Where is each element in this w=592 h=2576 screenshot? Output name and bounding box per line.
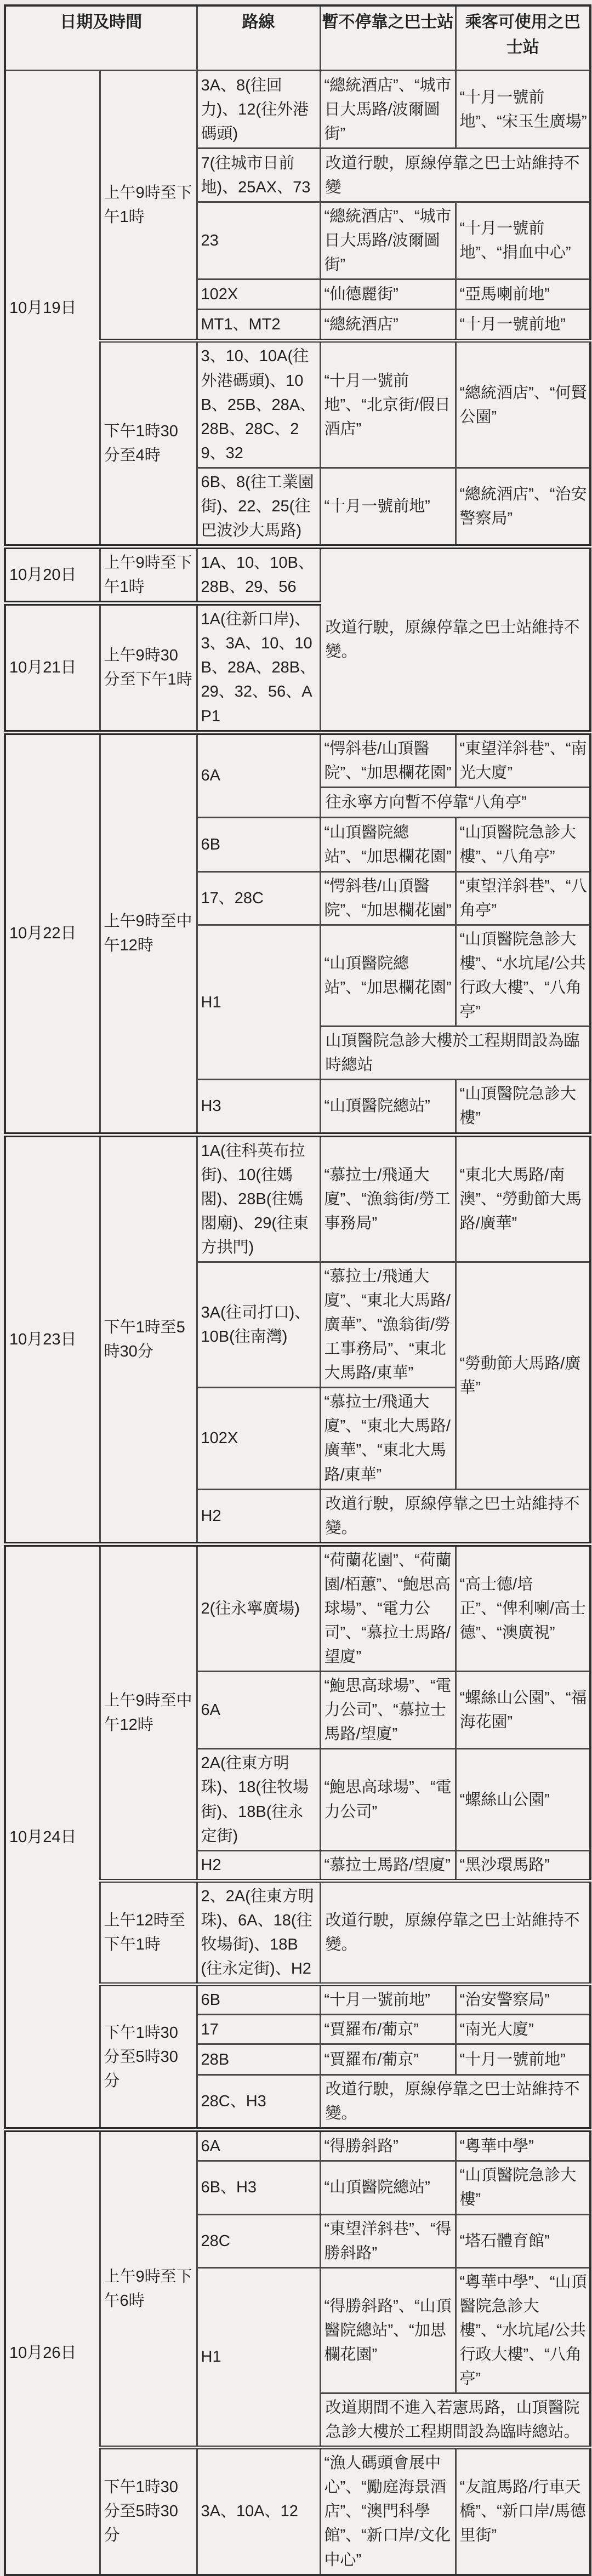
available-stops-cell: “總統酒店”、“治安警察局” (456, 468, 590, 546)
available-stops-cell: “東北大馬路/南澳”、“勞動節大馬路/廣華” (456, 1135, 590, 1262)
route-cell: 28B (197, 2044, 320, 2075)
suspended-stops-cell: “得勝斜路”、“山頂醫院總站”、“加思欄花園” (320, 2267, 456, 2393)
route-cell: 23 (197, 202, 320, 280)
time-cell: 下午1時至5時30分 (100, 1135, 197, 1544)
route-cell: 102X (197, 1388, 320, 1489)
table-header-row (5, 5, 590, 71)
date-cell: 10月24日 (5, 1544, 100, 2130)
route-cell: 7(往城市日前地)、25AX、73 (197, 149, 320, 202)
available-stops-cell: “南光大廈” (456, 2015, 590, 2044)
suspended-stops-cell: “山頂醫院總站” (320, 2161, 456, 2214)
time-cell: 上午12時至下午1時 (100, 1880, 197, 1984)
available-stops-cell: “螺絲山公園” (456, 1749, 590, 1850)
table-row (5, 1135, 590, 1262)
table-row (5, 732, 590, 787)
route-cell: 6A (197, 1672, 320, 1749)
route-cell: 6B、8(往工業園街)、22、25(往巴波沙大馬路) (197, 468, 320, 546)
suspended-stops-cell: “十月一號前地”、“北京街/假日酒店” (320, 341, 456, 468)
available-stops-cell: “勞動節大馬路/廣華” (456, 1262, 590, 1489)
table-row (5, 547, 590, 603)
suspended-stops-cell: “荷蘭花園”、“荷蘭園/栢蕙”、“鮑思高球場”、“電力公司”、“慕拉士馬路/望廈” (320, 1544, 456, 1671)
suspended-stops-cell: “慕拉士馬路/望廈” (320, 1850, 456, 1880)
bus-diversion-table (4, 4, 591, 2576)
time-cell: 上午9時至下午1時 (100, 547, 197, 603)
available-stops-cell: “高士德/培正”、“俾利喇/高士德”、“澳廣視” (456, 1544, 590, 1671)
note-cell: 改道行駛，原線停靠之巴士站維持不變。 (320, 1489, 590, 1544)
available-stops-cell: “山頂醫院急診大樓” (456, 1080, 590, 1135)
suspended-stops-cell: “總統酒店”、“城市日大馬路/波爾圖街” (320, 71, 456, 149)
route-cell: 2A(往東方明珠)、18(往牧場街)、18B(往永定街) (197, 1749, 320, 1850)
suspended-stops-cell: “總統酒店” (320, 310, 456, 341)
time-cell: 上午9時至中午12時 (100, 732, 197, 1135)
route-cell: H2 (197, 1489, 320, 1544)
header-route: 路線 (197, 5, 320, 71)
route-cell: 2、2A(往東方明珠)、6A、18(往牧場街)、18B(往永定街)、H2 (197, 1880, 320, 1984)
route-cell: MT1、MT2 (197, 310, 320, 341)
header-date-time: 日期及時間 (5, 5, 197, 71)
note-cell: 往永寧方向暫不停靠“八角亭” (320, 787, 590, 817)
suspended-stops-cell: “仙德麗街” (320, 280, 456, 310)
suspended-stops-cell: “總統酒店”、“城市日大馬路/波爾圖街” (320, 202, 456, 280)
available-stops-cell: “山頂醫院急診大樓”、“八角亭” (456, 817, 590, 871)
time-cell: 上午9時至中午12時 (100, 1544, 197, 1880)
table-row (5, 2130, 590, 2161)
available-stops-cell: “友誼馬路/行車天橋”、“新口岸/馬德里街” (456, 2448, 590, 2575)
suspended-stops-cell: “愕斜巷/山頂醫院”、“加思欄花園” (320, 732, 456, 787)
suspended-stops-cell: “慕拉士/飛通大廈”、“東北大馬路/廣華”、“漁翁街/勞工事務局”、“東北大馬路/東華” (320, 1262, 456, 1387)
available-stops-cell: “東望洋斜巷”、“八角亭” (456, 871, 590, 925)
time-cell: 上午9時至下午6時 (100, 2130, 197, 2448)
date-cell: 10月21日 (5, 603, 100, 732)
suspended-stops-cell: “十月一號前地” (320, 468, 456, 546)
time-cell: 下午1時30分至5時30分 (100, 1985, 197, 2130)
route-cell: 3A、10A、12 (197, 2448, 320, 2575)
date-cell: 10月26日 (5, 2130, 100, 2575)
available-stops-cell: “粵華中學” (456, 2130, 590, 2161)
route-cell: 17 (197, 2015, 320, 2044)
suspended-stops-cell: “山頂醫院總站”、“加思欄花園” (320, 817, 456, 871)
route-cell: 28C、H3 (197, 2075, 320, 2130)
available-stops-cell: “螺絲山公園”、“福海花園” (456, 1672, 590, 1749)
date-cell: 10月22日 (5, 732, 100, 1135)
route-cell: 1A(往科英布拉街)、10(往媽閣)、28B(往媽閣廟)、29(往東方拱門) (197, 1135, 320, 1262)
route-cell: 1A(往新口岸)、3、3A、10、10B、28A、28B、29、32、56、AP1 (197, 603, 320, 732)
note-cell: 改道行駛，原線停靠之巴士站維持不變。 (320, 1880, 590, 1984)
suspended-stops-cell: “山頂醫院總站” (320, 1080, 456, 1135)
available-stops-cell: “山頂醫院急診大樓”、“水坑尾/公共行政大樓”、“八角亭” (456, 925, 590, 1026)
time-cell: 上午9時至下午1時 (100, 71, 197, 341)
time-cell: 上午9時30分至下午1時 (100, 603, 197, 732)
route-cell: H2 (197, 1850, 320, 1880)
route-cell: 6B (197, 817, 320, 871)
date-cell: 10月19日 (5, 71, 100, 547)
suspended-stops-cell: “賈羅布/葡京” (320, 2044, 456, 2075)
route-cell: H1 (197, 2267, 320, 2448)
suspended-stops-cell: “漁人碼頭會展中心”、“勵庭海景酒店”、“澳門科學館”、“新口岸/文化中心” (320, 2448, 456, 2575)
suspended-stops-cell: “十月一號前地” (320, 1985, 456, 2015)
available-stops-cell: “總統酒店”、“何賢公園” (456, 341, 590, 468)
route-cell: 6B (197, 1985, 320, 2015)
note-cell: 改道行駛，原線停靠之巴士站維持不變。 (320, 547, 590, 733)
suspended-stops-cell: “鮑思高球場”、“電力公司”、“慕拉士馬路/望廈” (320, 1672, 456, 1749)
time-cell: 下午1時30分至5時30分 (100, 2448, 197, 2575)
suspended-stops-cell: “慕拉士/飛通大廈”、“東北大馬路/廣華”、“東北大馬路/東華” (320, 1388, 456, 1489)
note-cell: 改道行駛，原線停靠之巴士站維持不變 (320, 149, 590, 202)
available-stops-cell: “治安警察局” (456, 1985, 590, 2015)
suspended-stops-cell: “山頂醫院總站”、“加思欄花園” (320, 925, 456, 1026)
route-cell: 6B、H3 (197, 2161, 320, 2214)
time-cell: 下午1時30分至4時 (100, 341, 197, 547)
available-stops-cell: “十月一號前地” (456, 2044, 590, 2075)
note-cell: 山頂醫院急診大樓於工程期間設為臨時總站 (320, 1027, 590, 1080)
suspended-stops-cell: “得勝斜路” (320, 2130, 456, 2161)
route-cell: 3、10、10A(往外港碼頭)、10B、25B、28A、28B、28C、29、32 (197, 341, 320, 468)
route-cell: 28C (197, 2214, 320, 2267)
available-stops-cell: “亞馬喇前地” (456, 280, 590, 310)
note-cell: 改道期間不進入若憲馬路，山頂醫院急診大樓於工程期間設為臨時總站。 (320, 2393, 590, 2448)
table-row (5, 1544, 590, 1671)
suspended-stops-cell: “賈羅布/葡京” (320, 2015, 456, 2044)
header-available-stops: 乘客可使用之巴士站 (456, 5, 590, 71)
route-cell: 6A (197, 732, 320, 817)
available-stops-cell: “粵華中學”、“山頂醫院急診大樓”、“水坑尾/公共行政大樓”、“八角亭” (456, 2267, 590, 2393)
date-cell: 10月20日 (5, 547, 100, 603)
available-stops-cell: “十月一號前地” (456, 310, 590, 341)
available-stops-cell: “山頂醫院急診大樓” (456, 2161, 590, 2214)
route-cell: 2(往永寧廣場) (197, 1544, 320, 1671)
date-cell: 10月23日 (5, 1135, 100, 1544)
suspended-stops-cell: “慕拉士/飛通大廈”、“漁翁街/勞工事務局” (320, 1135, 456, 1262)
table-row (5, 71, 590, 149)
available-stops-cell: “黑沙環馬路” (456, 1850, 590, 1880)
route-cell: 6A (197, 2130, 320, 2161)
route-cell: 1A、10、10B、28B、29、56 (197, 547, 320, 603)
note-cell: 改道行駛，原線停靠之巴士站維持不變。 (320, 2075, 590, 2130)
suspended-stops-cell: “鮑思高球場”、“電力公司” (320, 1749, 456, 1850)
suspended-stops-cell: “愕斜巷/山頂醫院”、“加思欄花園” (320, 871, 456, 925)
route-cell: 17、28C (197, 871, 320, 925)
header-suspended-stops: 暫不停靠之巴士站 (320, 5, 456, 71)
available-stops-cell: “塔石體育館” (456, 2214, 590, 2267)
route-cell: 3A(往司打口)、10B(往南灣) (197, 1262, 320, 1387)
route-cell: 102X (197, 280, 320, 310)
suspended-stops-cell: “東望洋斜巷”、“得勝斜路” (320, 2214, 456, 2267)
route-cell: 3A、8(往回力)、12(往外港碼頭) (197, 71, 320, 149)
route-cell: H1 (197, 925, 320, 1079)
route-cell: H3 (197, 1080, 320, 1135)
available-stops-cell: “十月一號前地”、“宋玉生廣場” (456, 71, 590, 149)
available-stops-cell: “十月一號前地”、“捐血中心” (456, 202, 590, 280)
available-stops-cell: “東望洋斜巷”、“南光大廈” (456, 732, 590, 787)
